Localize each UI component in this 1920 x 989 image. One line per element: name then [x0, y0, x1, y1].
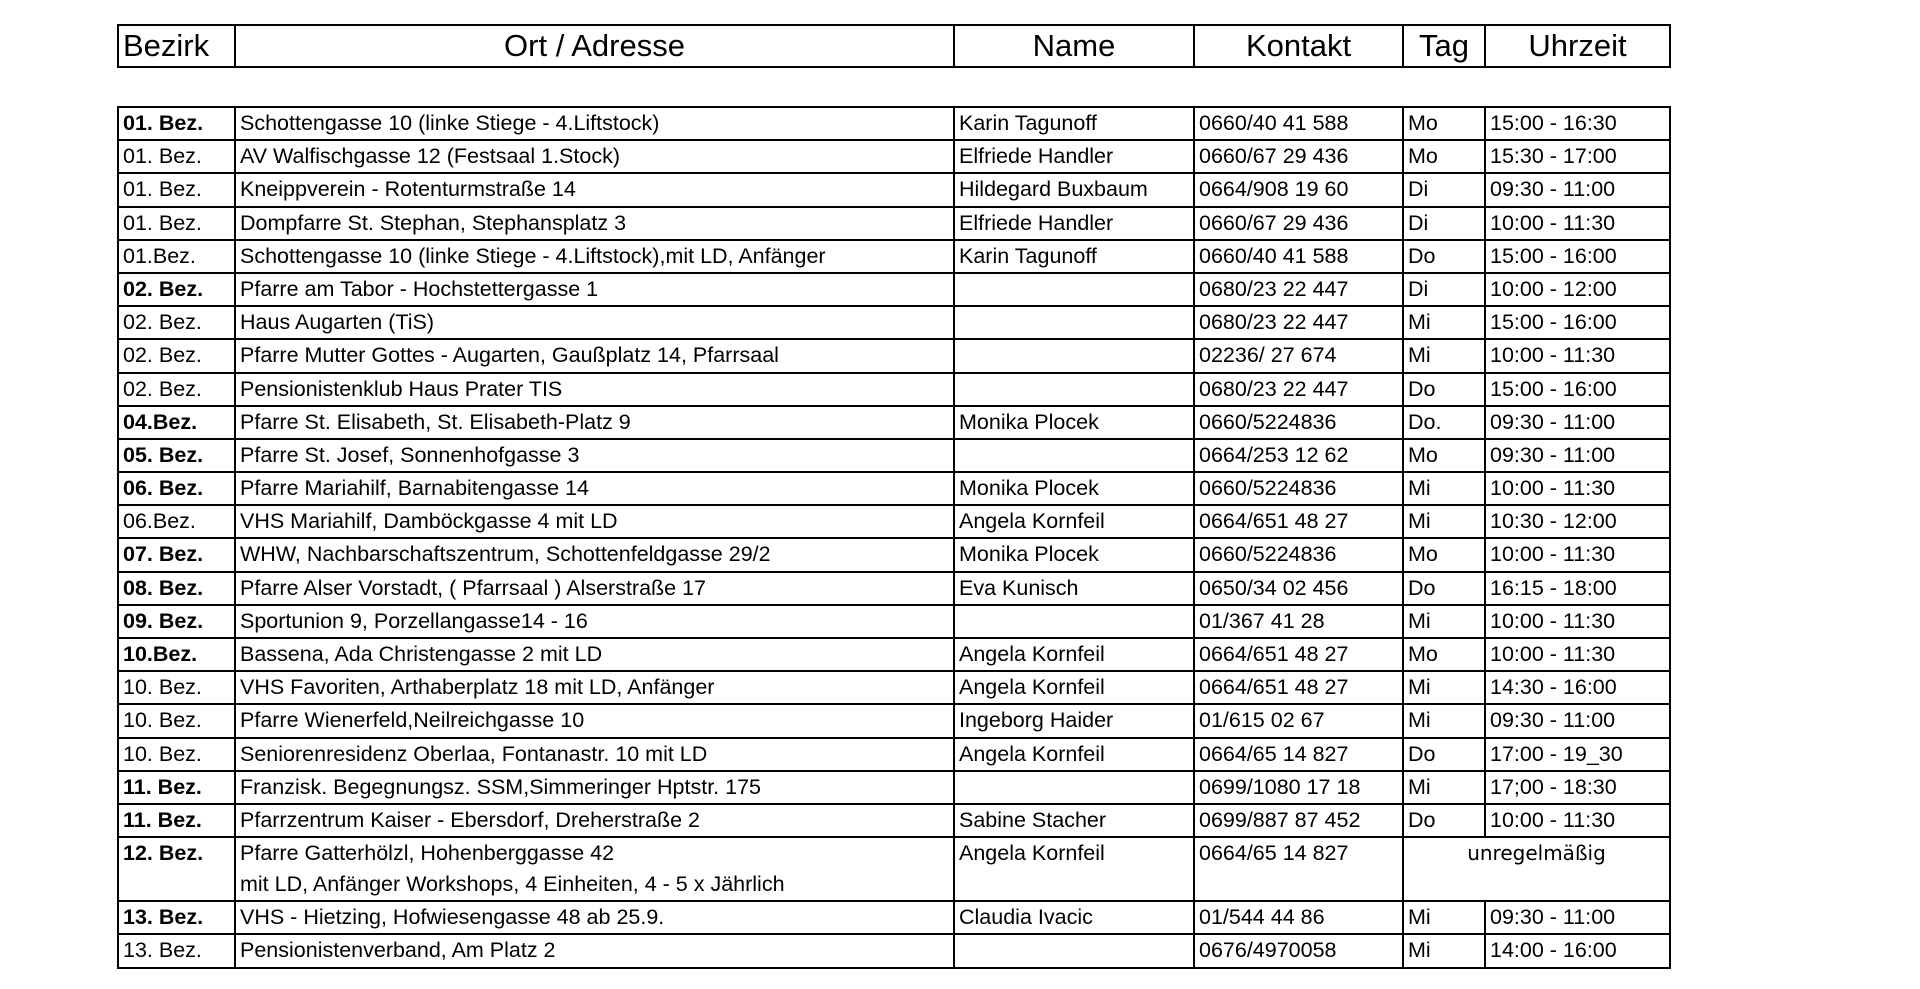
- table-row: [118, 339, 1670, 372]
- cell-uhrzeit: 14:30 - 16:00: [1485, 671, 1670, 704]
- cell-tag: Mi: [1403, 671, 1485, 704]
- cell-kontakt: 0660/67 29 436: [1194, 207, 1403, 240]
- schedule-table: [117, 106, 1671, 969]
- cell-ort: Kneippverein - Rotenturmstraße 14: [235, 173, 954, 206]
- cell-ort: Pfarre am Tabor - Hochstettergasse 1: [235, 273, 954, 306]
- cell-bezirk: 10. Bez.: [118, 738, 235, 771]
- cell-bezirk: 06. Bez.: [118, 472, 235, 505]
- cell-ort: Schottengasse 10 (linke Stiege - 4.Liftstock): [235, 107, 954, 140]
- table-row: [118, 472, 1670, 505]
- cell-name: Eva Kunisch: [954, 572, 1194, 605]
- cell-tag: Di: [1403, 207, 1485, 240]
- cell-uhrzeit: 15:00 - 16:00: [1485, 373, 1670, 406]
- cell-uhrzeit: 09:30 - 11:00: [1485, 704, 1670, 737]
- cell-tag: Do: [1403, 572, 1485, 605]
- cell-tag: Mi: [1403, 339, 1485, 372]
- cell-ort-line2: mit LD, Anfänger Workshops, 4 Einheiten, 4 - 5 x Jährlich: [240, 872, 785, 897]
- cell-uhrzeit: 09:30 - 11:00: [1485, 901, 1670, 934]
- table-row: [118, 273, 1670, 306]
- cell-note: unregelmäßig: [1403, 837, 1670, 901]
- cell-name: [954, 934, 1194, 967]
- cell-name: Ingeborg Haider: [954, 704, 1194, 737]
- cell-ort-line1: Pfarre Gatterhölzl, Hohenberggasse 42: [240, 841, 615, 866]
- cell-ort: Pfarre Mariahilf, Barnabitengasse 14: [235, 472, 954, 505]
- cell-tag: Mi: [1403, 605, 1485, 638]
- cell-kontakt: 0664/65 14 827: [1194, 738, 1403, 771]
- cell-uhrzeit: 17;00 - 18:30: [1485, 771, 1670, 804]
- cell-uhrzeit: 09:30 - 11:00: [1485, 406, 1670, 439]
- table-row: [118, 771, 1670, 804]
- cell-kontakt: 02236/ 27 674: [1194, 339, 1403, 372]
- cell-bezirk: 02. Bez.: [118, 273, 235, 306]
- cell-bezirk: 02. Bez.: [118, 306, 235, 339]
- cell-tag: Di: [1403, 273, 1485, 306]
- cell-bezirk: 01. Bez.: [118, 207, 235, 240]
- cell-tag: Do: [1403, 804, 1485, 837]
- cell-uhrzeit: 10:00 - 11:30: [1485, 538, 1670, 571]
- cell-kontakt: 0660/40 41 588: [1194, 107, 1403, 140]
- cell-tag: Mo: [1403, 107, 1485, 140]
- cell-name: Karin Tagunoff: [954, 240, 1194, 273]
- cell-name: Elfriede Handler: [954, 207, 1194, 240]
- cell-ort: AV Walfischgasse 12 (Festsaal 1.Stock): [235, 140, 954, 173]
- table-row: [118, 140, 1670, 173]
- table-row: [118, 738, 1670, 771]
- cell-uhrzeit: 15:30 - 17:00: [1485, 140, 1670, 173]
- cell-ort: VHS - Hietzing, Hofwiesengasse 48 ab 25.9.: [235, 901, 954, 934]
- cell-name: Monika Plocek: [954, 538, 1194, 571]
- cell-kontakt: 0660/40 41 588: [1194, 240, 1403, 273]
- cell-kontakt: 0680/23 22 447: [1194, 306, 1403, 339]
- cell-ort: Pfarre Mutter Gottes - Augarten, Gaußplatz 14, Pfarrsaal: [235, 339, 954, 372]
- header-kontakt: Kontakt: [1194, 25, 1403, 67]
- cell-name: [954, 273, 1194, 306]
- cell-tag: Mo: [1403, 140, 1485, 173]
- cell-kontakt: 0664/253 12 62: [1194, 439, 1403, 472]
- table-row: [118, 901, 1670, 934]
- cell-uhrzeit: 09:30 - 11:00: [1485, 173, 1670, 206]
- cell-uhrzeit: 10:00 - 11:30: [1485, 472, 1670, 505]
- cell-bezirk: 05. Bez.: [118, 439, 235, 472]
- cell-name: [954, 439, 1194, 472]
- cell-kontakt: 0660/5224836: [1194, 538, 1403, 571]
- cell-kontakt: 0664/651 48 27: [1194, 671, 1403, 704]
- cell-bezirk: 01. Bez.: [118, 173, 235, 206]
- cell-bezirk: 06.Bez.: [118, 505, 235, 538]
- cell-uhrzeit: 10:00 - 12:00: [1485, 273, 1670, 306]
- cell-ort: [235, 837, 954, 901]
- cell-tag: Do: [1403, 240, 1485, 273]
- cell-name: Karin Tagunoff: [954, 107, 1194, 140]
- cell-bezirk: 04.Bez.: [118, 406, 235, 439]
- cell-tag: Di: [1403, 173, 1485, 206]
- cell-name: Sabine Stacher: [954, 804, 1194, 837]
- cell-kontakt: 0660/67 29 436: [1194, 140, 1403, 173]
- cell-name: [954, 605, 1194, 638]
- cell-bezirk: 11. Bez.: [118, 771, 235, 804]
- table-row: [118, 804, 1670, 837]
- cell-ort: Pfarre St. Josef, Sonnenhofgasse 3: [235, 439, 954, 472]
- table-row: [118, 373, 1670, 406]
- cell-kontakt: 01/367 41 28: [1194, 605, 1403, 638]
- table-row: [118, 306, 1670, 339]
- cell-tag: Mo: [1403, 638, 1485, 671]
- cell-kontakt: 0660/5224836: [1194, 406, 1403, 439]
- cell-uhrzeit: 16:15 - 18:00: [1485, 572, 1670, 605]
- table-row: [118, 671, 1670, 704]
- cell-tag: Mo: [1403, 538, 1485, 571]
- cell-kontakt: 0680/23 22 447: [1194, 373, 1403, 406]
- cell-uhrzeit: 14:00 - 16:00: [1485, 934, 1670, 967]
- table-row: [118, 605, 1670, 638]
- table-row: [118, 638, 1670, 671]
- cell-uhrzeit: 15:00 - 16:00: [1485, 240, 1670, 273]
- cell-name: Angela Kornfeil: [954, 638, 1194, 671]
- table-row: [118, 439, 1670, 472]
- cell-bezirk: 13. Bez.: [118, 901, 235, 934]
- cell-ort: Pfarre Wienerfeld,Neilreichgasse 10: [235, 704, 954, 737]
- cell-kontakt: 0680/23 22 447: [1194, 273, 1403, 306]
- cell-bezirk: 11. Bez.: [118, 804, 235, 837]
- cell-tag: Do.: [1403, 406, 1485, 439]
- cell-kontakt: 0664/908 19 60: [1194, 173, 1403, 206]
- table-row: [118, 538, 1670, 571]
- table-row: [118, 173, 1670, 206]
- cell-ort: Schottengasse 10 (linke Stiege - 4.Liftstock),mit LD, Anfänger: [235, 240, 954, 273]
- cell-bezirk: 12. Bez.: [118, 837, 235, 901]
- cell-uhrzeit: 10:00 - 11:30: [1485, 605, 1670, 638]
- cell-name: Angela Kornfeil: [954, 837, 1194, 901]
- cell-bezirk: 02. Bez.: [118, 373, 235, 406]
- cell-ort: VHS Favoriten, Arthaberplatz 18 mit LD, Anfänger: [235, 671, 954, 704]
- cell-tag: Mi: [1403, 901, 1485, 934]
- cell-uhrzeit: 17:00 - 19_30: [1485, 738, 1670, 771]
- table-row: [118, 837, 1670, 901]
- cell-bezirk: 01. Bez.: [118, 107, 235, 140]
- cell-tag: Do: [1403, 738, 1485, 771]
- table-row: [118, 704, 1670, 737]
- cell-bezirk: 02. Bez.: [118, 339, 235, 372]
- cell-kontakt: 0676/4970058: [1194, 934, 1403, 967]
- cell-ort: Dompfarre St. Stephan, Stephansplatz 3: [235, 207, 954, 240]
- cell-bezirk: 13. Bez.: [118, 934, 235, 967]
- cell-bezirk: 01.Bez.: [118, 240, 235, 273]
- cell-ort: WHW, Nachbarschaftszentrum, Schottenfeldgasse 29/2: [235, 538, 954, 571]
- cell-uhrzeit: 10:00 - 11:30: [1485, 804, 1670, 837]
- cell-name: Claudia Ivacic: [954, 901, 1194, 934]
- cell-bezirk: 10. Bez.: [118, 704, 235, 737]
- cell-tag: Mi: [1403, 306, 1485, 339]
- cell-kontakt: 0699/887 87 452: [1194, 804, 1403, 837]
- cell-ort: Pfarre Alser Vorstadt, ( Pfarrsaal ) Alserstraße 17: [235, 572, 954, 605]
- cell-bezirk: 10.Bez.: [118, 638, 235, 671]
- table-row: [118, 207, 1670, 240]
- cell-bezirk: 08. Bez.: [118, 572, 235, 605]
- header-table: [117, 24, 1671, 68]
- cell-bezirk: 01. Bez.: [118, 140, 235, 173]
- cell-name: Monika Plocek: [954, 406, 1194, 439]
- cell-uhrzeit: 09:30 - 11:00: [1485, 439, 1670, 472]
- cell-uhrzeit: 10:30 - 12:00: [1485, 505, 1670, 538]
- cell-bezirk: 10. Bez.: [118, 671, 235, 704]
- cell-ort: Pfarre St. Elisabeth, St. Elisabeth-Platz 9: [235, 406, 954, 439]
- cell-ort: Haus Augarten (TiS): [235, 306, 954, 339]
- table-row: [118, 572, 1670, 605]
- cell-bezirk: 09. Bez.: [118, 605, 235, 638]
- cell-ort: Sportunion 9, Porzellangasse14 - 16: [235, 605, 954, 638]
- cell-name: [954, 339, 1194, 372]
- cell-kontakt: 0660/5224836: [1194, 472, 1403, 505]
- cell-name: Monika Plocek: [954, 472, 1194, 505]
- table-row: [118, 505, 1670, 538]
- cell-tag: Mo: [1403, 439, 1485, 472]
- cell-tag: Mi: [1403, 771, 1485, 804]
- cell-tag: Mi: [1403, 505, 1485, 538]
- cell-name: Hildegard Buxbaum: [954, 173, 1194, 206]
- cell-name: Angela Kornfeil: [954, 671, 1194, 704]
- header-row: [118, 25, 1670, 67]
- cell-bezirk: 07. Bez.: [118, 538, 235, 571]
- cell-kontakt: 01/544 44 86: [1194, 901, 1403, 934]
- cell-uhrzeit: 15:00 - 16:30: [1485, 107, 1670, 140]
- cell-uhrzeit: 10:00 - 11:30: [1485, 339, 1670, 372]
- cell-tag: Mi: [1403, 472, 1485, 505]
- cell-ort: Pensionistenverband, Am Platz 2: [235, 934, 954, 967]
- header-name: Name: [954, 25, 1194, 67]
- cell-ort: Seniorenresidenz Oberlaa, Fontanastr. 10 mit LD: [235, 738, 954, 771]
- cell-kontakt: 0650/34 02 456: [1194, 572, 1403, 605]
- table-row: [118, 934, 1670, 967]
- table-row: [118, 107, 1670, 140]
- header-uhrzeit: Uhrzeit: [1485, 25, 1670, 67]
- cell-uhrzeit: 15:00 - 16:00: [1485, 306, 1670, 339]
- cell-tag: Mi: [1403, 704, 1485, 737]
- cell-kontakt: 0664/651 48 27: [1194, 505, 1403, 538]
- header-tag: Tag: [1403, 25, 1485, 67]
- cell-tag: Do: [1403, 373, 1485, 406]
- table-row: [118, 406, 1670, 439]
- cell-tag: Mi: [1403, 934, 1485, 967]
- cell-kontakt: 0664/65 14 827: [1194, 837, 1403, 901]
- cell-uhrzeit: 10:00 - 11:30: [1485, 638, 1670, 671]
- cell-uhrzeit: 10:00 - 11:30: [1485, 207, 1670, 240]
- cell-ort: Franzisk. Begegnungsz. SSM,Simmeringer Hptstr. 175: [235, 771, 954, 804]
- cell-name: [954, 306, 1194, 339]
- header-ort: Ort / Adresse: [235, 25, 954, 67]
- cell-name: Angela Kornfeil: [954, 738, 1194, 771]
- cell-kontakt: 0699/1080 17 18: [1194, 771, 1403, 804]
- header-bezirk: Bezirk: [118, 25, 235, 67]
- cell-kontakt: 01/615 02 67: [1194, 704, 1403, 737]
- cell-ort: Pensionistenklub Haus Prater TIS: [235, 373, 954, 406]
- cell-name: Angela Kornfeil: [954, 505, 1194, 538]
- cell-name: [954, 373, 1194, 406]
- table-row: [118, 240, 1670, 273]
- cell-name: [954, 771, 1194, 804]
- cell-kontakt: 0664/651 48 27: [1194, 638, 1403, 671]
- cell-name: Elfriede Handler: [954, 140, 1194, 173]
- cell-ort: Bassena, Ada Christengasse 2 mit LD: [235, 638, 954, 671]
- cell-ort: VHS Mariahilf, Damböckgasse 4 mit LD: [235, 505, 954, 538]
- cell-ort: Pfarrzentrum Kaiser - Ebersdorf, Dreherstraße 2: [235, 804, 954, 837]
